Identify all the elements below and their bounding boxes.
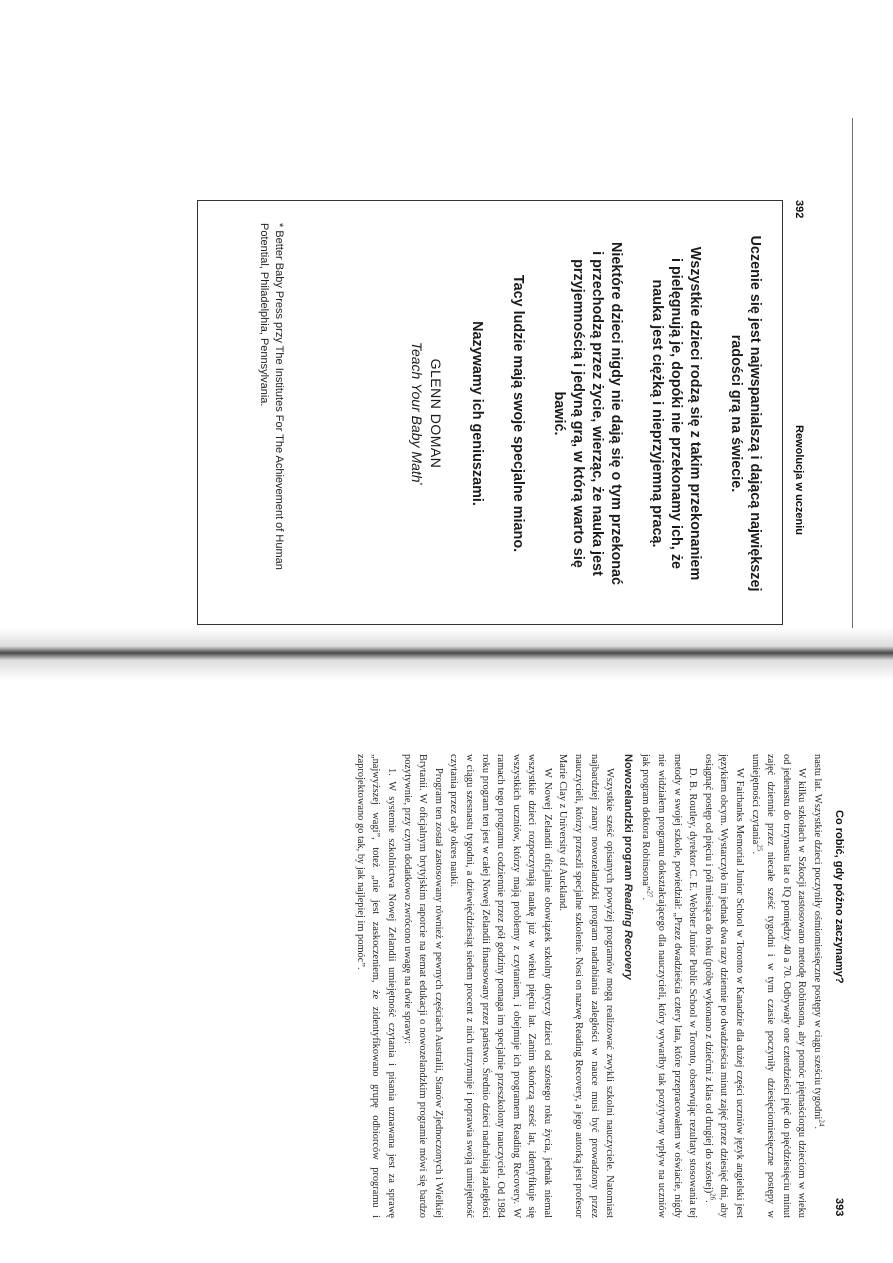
footnote-ref: 26 — [708, 1193, 717, 1201]
heading-italic: Reading Recovery — [621, 883, 634, 980]
right-page-body — [352, 754, 825, 1218]
body-paragraph — [809, 754, 825, 1218]
book-footnote-marker: * — [415, 482, 423, 486]
quote-line: przyjemnością i jedyną grą, w którą warto się — [570, 259, 586, 568]
paragraph-text: W Fairbanks Memorial Junior School w Toronto w Kanadzie dla dużej części uczniów język angielski jest językiem obcym. Wystarczyło im jednak dwa razy dziennie po dwadzieścia minut zajęć przez dziesięć dni, aby osiągnąć postęp od pięciu i pół miesiąca do roku (próbę wykonano z dziećmi z klas od drugiej do szóstej) — [702, 754, 746, 1218]
quote-paragraph-1 — [726, 201, 764, 626]
left-running-head: Rewolucja w uczeniu — [793, 425, 805, 536]
paragraph-end: . — [749, 851, 761, 854]
book-title: Teach Your Baby Math — [409, 341, 425, 483]
paragraph-text: nastu lat. Wszystkie dzieci poczyniły ośmiomiesięczne postępy w ciągu sześciu tygodni — [812, 754, 823, 1120]
quote-paragraph-5 — [467, 201, 486, 626]
quote-author: GLENN DOMAN — [428, 358, 444, 469]
body-paragraph: 1. W systemie szkolnictwa Nowej Zelandii umiejętność czytania i pisania uznawana jest za sprawę „najwyższej wagi”, toteż „nie jest zaskoczeniem, że zidentyfikowano grupę odbiorców programu i zaprojektowano go tak, by jak najlepiej im pomóc”. — [354, 754, 397, 1218]
quote-line: Niektóre dzieci nigdy nie dają się o tym przekonać — [608, 241, 624, 586]
quote-line: bawić. — [551, 391, 567, 436]
quote-paragraph-3 — [549, 201, 625, 626]
quote-line: i pielęgnują je, dopóki nie przekonamy ich, że — [668, 257, 684, 570]
quote-source — [407, 201, 426, 626]
right-page — [0, 650, 893, 1263]
paragraph-end: . — [640, 897, 652, 901]
quote-line: radości grą na świecie. — [728, 334, 744, 493]
quote-line: nauka jest ciężką i nieprzyjemną pracą. — [649, 279, 665, 548]
footnote: * Better Baby Press przy The Institutes For The Achievement of Human Potential, Philadelphia, Pennsylvania. — [258, 223, 285, 570]
section-heading — [619, 754, 635, 1218]
quote-paragraph-4 — [508, 201, 527, 626]
footnote-ref: 27 — [645, 890, 654, 898]
quote-line: i przechodzą przez życie, wierząc, że nauka jest — [589, 251, 605, 576]
body-paragraph — [638, 754, 700, 1218]
body-paragraph — [747, 754, 809, 1218]
left-page-number: 392 — [793, 200, 805, 219]
quote-line: Uczenie się jest najwspanialszą i dającą największej — [747, 235, 763, 592]
quote-text — [407, 201, 764, 626]
paragraph-end: . — [812, 1126, 823, 1130]
header-rule — [852, 118, 853, 628]
right-page-number: 393 — [833, 1198, 845, 1217]
right-running-head: Co robić, gdy późno zaczynamy? — [833, 810, 845, 984]
body-paragraph: W Nowej Zelandii oficjalnie obowiązek szkolny dotyczy dzieci od szóstego roku życia, jednak niemal wszystkie dzieci rozpoczynają naukę już w wieku pięciu lat. Zanim skończą sześć lat, identyfikuje się wszystkich uczniów, którzy mają problemy z czytaniem, i obejmuje ich programem Reading Recovery. W ramach tego programu codziennie przez pół godziny pomaga im specjalnie przeszkolony nauczyciel. Od 1984 roku program ten jest w całej Nowej Zelandii finansowany przez państwo. Średnio dzieci nadrabiają zaległości w ciągu szesnastu tygodni, a dziewięćdziesiąt siedem procent z nich utrzymuje i poprawia swoją umiejętność czytania przez cały okres nauki. — [448, 754, 553, 1218]
quote-line: Wszystkie dzieci rodzą się z takim przekonaniem — [687, 246, 703, 581]
quote-box — [197, 200, 783, 625]
body-paragraph: Wszystkie sześć opisanych powyżej programów mogą realizować zwykli szkolni nauczyciele. Natomiast najbardziej znany nowozelandzki program nadrabiania zaległości w nauce musi być prowadzony przez nauczycieli, którzy przeszli specjalne szkolenie. Nosi on nazwę Reading Recovery, a jego autorką jest profesor Marie Clay z University of Auckland. — [557, 754, 616, 1218]
footnote-ref: 24 — [817, 1119, 826, 1127]
body-paragraph: Program ten został zastosowany również w pewnych częściach Australii, Stanów Zjednoczonych i Wielkiej Brytanii. W oficjalnym brytyjskim raporcie na temat edukacji o nowozelandzkim programie mówi się bardzo pozytywnie, przy czym dodatkowo zwrócono uwagę na dwie sprawy: — [401, 754, 444, 1218]
heading-text: Nowozelandzki program — [621, 754, 634, 884]
quote-line: Nazywamy ich geniuszami. — [469, 321, 485, 506]
quote-line: Tacy ludzie mają swoje specjalne miano. — [510, 274, 526, 553]
quote-paragraph-2 — [647, 201, 704, 626]
paragraph-end: . — [702, 1200, 714, 1203]
paragraph-text: D. B. Routley, dyrektor C. E. Webster Junior Public School w Toronto, obserwując rezultaty stosowania tej metody w swojej szkole, powiedział: „Przez dwadzieścia cztery lata, które przepracowałem w oświacie, nigdy nie widziałem programu dokształcającego dla nauczycieli, który wywarłby tak pozytywny wpływ na uczniów jak program doktora Robinsona” — [640, 754, 699, 1218]
paragraph-text: W kilku szkołach w Szkocji zastosowano metodę Robinsona, aby pomóc piętnaściorgu dzieciom w wieku od jedenastu do trzynastu lat o IQ pomiędzy 40 a 70. Odbywały one czterdzieści pięć do pięćdziesięciu minut zajęć dziennie przez niecałe sześć tygodni i w tym czasie poczyniły dziesięciomiesięczne postępy w umiejętności czytania — [749, 754, 808, 1218]
footnote-ref: 25 — [755, 844, 764, 852]
body-paragraph — [700, 754, 747, 1218]
